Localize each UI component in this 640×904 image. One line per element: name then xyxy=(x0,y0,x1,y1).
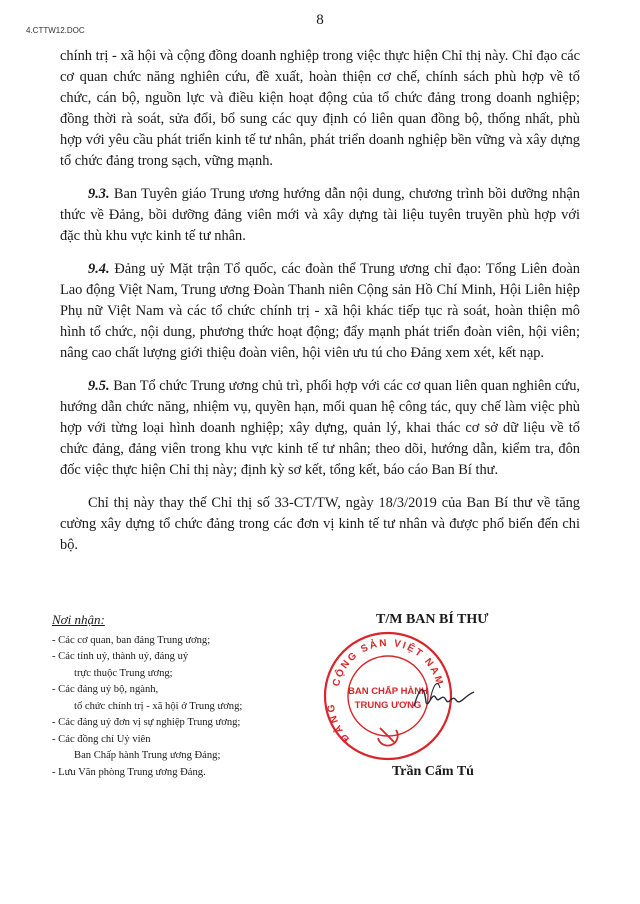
paragraph-text: Ban Tuyên giáo Trung ương hướng dẫn nội dung, chương trình bồi dưỡng nhận thức về Đảng, bồi dưỡng đảng viên mới và xây dựng tài liệu tuyên truyền phù hợp với đặc thù khu vực kinh tế tư nhân. xyxy=(60,186,580,244)
recipient-line: - Các đảng uỷ bộ, ngành, xyxy=(52,684,159,695)
recipients-list xyxy=(52,612,312,781)
paragraph-text: Đảng uỷ Mặt trận Tổ quốc, các đoàn thể Trung ương chỉ đạo: Tổng Liên đoàn Lao động Việt Nam, Trung ương Đoàn Thanh niên Cộng sản Hồ Chí Minh, Hội Liên hiệp Phụ nữ Việt Nam và các tổ chức chính trị - xã hội khác tiếp tục rà soát, hoàn thiện mô hình tổ chức, nội dung, phương thức hoạt động; đẩy mạnh phát triển đoàn viên, hội viên; nâng cao chất lượng giới thiệu đoàn viên, hội viên ưu tú cho Đảng xem xét, kết nạp. xyxy=(60,261,580,361)
recipient-line: - Các cơ quan, ban đảng Trung ương; xyxy=(52,634,211,646)
signature-title: T/M BAN BÍ THƯ xyxy=(376,612,489,627)
paragraph-continuation: chính trị - xã hội và cộng đồng doanh nghiệp trong việc thực hiện Chỉ thị này. Chỉ đạo các cơ quan chức năng nghiên cứu, đề xuất, hoàn thiện cơ chế, chính sách phù hợp về tổ chức, cán bộ, nguồn lực và điều kiện hoạt động của tổ chức đảng trong doanh nghiệp; đồng thời rà soát, sửa đổi, bổ sung các quy định có liên quan đồng bộ, thống nhất, phù hợp với yêu cầu phát triển kinh tế tư nhân, phát triển doanh nghiệp bền vững và xây dựng tổ chức đảng trong sạch, vững mạnh. xyxy=(60,48,580,169)
seal-center-line-1: BAN CHẤP HÀNH xyxy=(347,686,429,697)
seal-side-text: ĐẢNG xyxy=(325,700,352,744)
recipient-line: - Các tỉnh uỷ, thành uỷ, đảng uỷ xyxy=(52,651,189,662)
recipient-line: - Các đồng chí Uỷ viên xyxy=(52,733,151,745)
paragraph-9-4 xyxy=(60,259,580,364)
recipient-line: trực thuộc Trung ương; xyxy=(74,667,173,679)
paragraph-closing: Chỉ thị này thay thế Chỉ thị số 33-CT/TW, ngày 18/3/2019 của Ban Bí thư về tăng cường xây dựng tổ chức đảng trong các đơn vị kinh tế tư nhân và được phổ biến đến chi bộ. xyxy=(60,495,580,553)
recipient-line: - Lưu Văn phòng Trung ương Đảng. xyxy=(52,766,206,778)
seal-center-line-2: TRUNG ƯƠNG xyxy=(354,700,422,711)
paragraph-9-3 xyxy=(60,184,580,247)
section-number: 9.5. xyxy=(88,378,110,394)
handwritten-signature xyxy=(412,676,476,716)
recipient-line: - Các đảng uỷ đơn vị sự nghiệp Trung ương; xyxy=(52,717,241,728)
signer-name: Trần Cẩm Tú xyxy=(392,764,474,779)
hammer-sickle-icon xyxy=(378,728,398,746)
seal-arc-text: CỘNG SẢN VIỆT NAM xyxy=(330,637,446,688)
document-code: 4.CTTW12.DOC xyxy=(26,26,85,35)
recipient-line: Ban Chấp hành Trung ương Đảng; xyxy=(74,750,221,761)
paragraph-9-5 xyxy=(60,376,580,481)
paragraph-text: Ban Tổ chức Trung ương chủ trì, phối hợp với các cơ quan liên quan nghiên cứu, hướng dẫn chức năng, nhiệm vụ, quyền hạn, mối quan hệ công tác, quy chế làm việc phù hợp với từng loại hình doanh nghiệp; xây dựng, quản lý, khai thác cơ sở dữ liệu về tổ chức đảng, đảng viên trong khu vực kinh tế tư nhân; theo dõi, hướng dẫn, kiểm tra, đôn đốc việc thực hiện Chỉ thị này; định kỳ sơ kết, tổng kết, báo cáo Ban Bí thư. xyxy=(60,378,581,478)
section-number: 9.4. xyxy=(88,261,110,277)
recipient-line: tổ chức chính trị - xã hội ở Trung ương; xyxy=(74,700,243,712)
recipients-title: Nơi nhận: xyxy=(52,612,105,627)
document-body xyxy=(60,46,580,568)
page-number: 8 xyxy=(316,12,324,28)
section-number: 9.3. xyxy=(88,186,110,202)
